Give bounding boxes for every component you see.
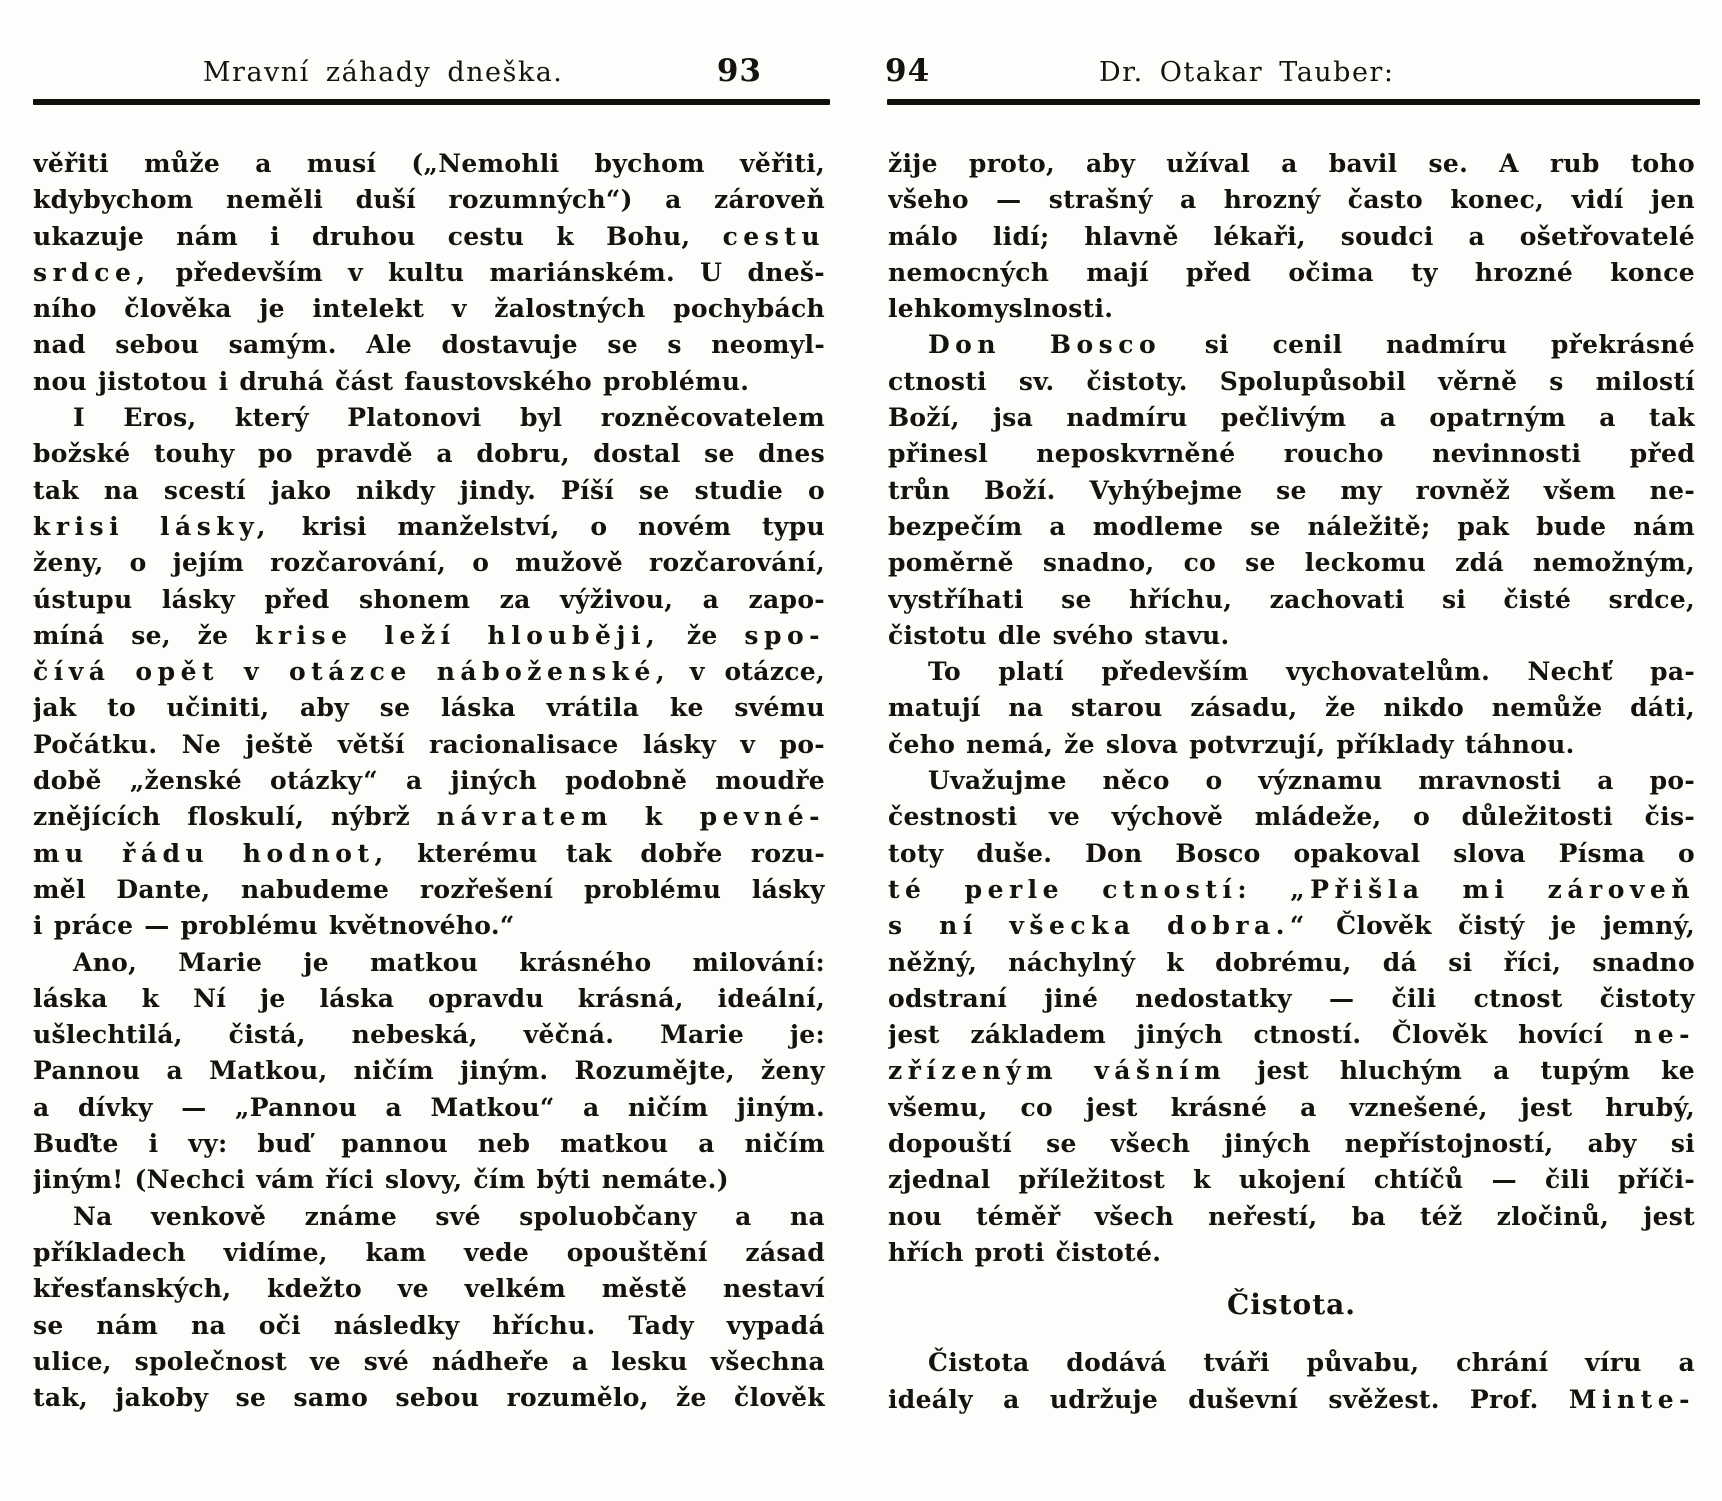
running-title-right: Dr. Otakar Tauber:	[1098, 57, 1395, 88]
text-line: příkladech vidíme, kam vede opouštění zásad	[33, 1237, 825, 1267]
text-line: křesťanských, kdežto ve velkém městě nestaví	[33, 1274, 825, 1304]
text-line: znějících floskulí, nýbrž návratem k pevné-	[33, 802, 825, 832]
text-line: odstraní jiné nedostatky — čili ctnost čistoty	[888, 983, 1695, 1013]
text-line: Ano, Marie je matkou krásného milování:	[73, 947, 825, 977]
text-line: I Eros, který Platonovi byl rozněcovatelem	[73, 403, 825, 433]
text-line	[888, 872, 1695, 908]
text-line: dopouští se všech jiných nepřístojností, aby si	[888, 1129, 1695, 1159]
text-line: ústupu lásky před shonem za výživou, a zapo-	[33, 584, 825, 614]
text-line: hřích proti čistoté.	[888, 1237, 1162, 1267]
text-line: Pannou a Matkou, ničím jiným. Rozumějte, ženy	[33, 1056, 825, 1086]
letterspaced-emphasis: cestu	[722, 221, 825, 251]
text-line: tak na scestí jako nikdy jindy. Píší se studie o	[33, 475, 825, 505]
page-body-left	[33, 146, 825, 1416]
letterspaced-emphasis: čívá opět v otázce náboženské,	[33, 657, 671, 687]
text-line: s ní všecka dobra.“ Člověk čistý je jemný,	[888, 911, 1695, 941]
letterspaced-emphasis: mu řádu hodnot,	[33, 838, 389, 868]
text-line: ulice, společnost ve své nádheře a lesku všechna	[33, 1346, 825, 1376]
text-line: čistotu dle svého stavu.	[888, 620, 1230, 650]
text-line: nemocných mají před očima ty hrozné konce	[888, 257, 1695, 287]
text-line: ženy, o jejím rozčarování, o mužově rozčarování,	[33, 548, 825, 578]
page-number-right: 94	[885, 53, 931, 89]
text-line: i práce — problému květnového.“	[33, 911, 515, 941]
header-rule-left	[33, 99, 830, 105]
text-line: vystříhati se hříchu, zachovati si čisté srdce,	[888, 584, 1695, 614]
running-title-left: Mravní záhady dneška.	[202, 57, 564, 88]
text-line: čívá opět v otázce náboženské, v otázce,	[33, 657, 825, 687]
text-line: něžný, náchylný k dobrému, dá si říci, snadno	[888, 947, 1695, 977]
letterspaced-emphasis: Minte-	[1568, 1384, 1695, 1414]
text-line: přinesl neposkvrněné roucho nevinnosti před	[888, 439, 1695, 469]
text-line: božské touhy po pravdě a dobru, dostal se dnes	[33, 439, 825, 469]
header-rule-right	[887, 99, 1700, 105]
text-line: žije proto, aby užíval a bavil se. A rub toho	[888, 149, 1695, 178]
text-line: nou jistotou i druhá část faustovského problému.	[33, 366, 750, 396]
text-line: Čistota dodává tváři půvabu, chrání víru a	[928, 1348, 1695, 1378]
text-line: toty duše. Don Bosco opakoval slova Písma o	[888, 838, 1695, 868]
section-heading: Čistota.	[1226, 1288, 1357, 1322]
letterspaced-emphasis: spo-	[744, 620, 825, 650]
letterspaced-emphasis: krise leží hlouběji,	[255, 620, 661, 650]
text-line: ideály a udržuje duševní svěžest. Prof. Minte-	[888, 1384, 1695, 1414]
text-line: jak to učiniti, aby se láska vrátila ke svému	[33, 693, 825, 723]
text-line: čeho nemá, že slova potvrzují, příklady táhnou.	[888, 729, 1575, 759]
text-line: Uvažujme něco o významu mravnosti a po-	[928, 766, 1695, 796]
text-line: ušlechtilá, čistá, nebeská, věčná. Marie je:	[33, 1020, 825, 1050]
text-line: matují na starou zásadu, že nikdo nemůže dáti,	[888, 693, 1695, 723]
text-line: bezpečím a modleme se náležitě; pak bude nám	[888, 511, 1695, 541]
text-line: Buďte i vy: buď pannou neb matkou a ničím	[33, 1129, 825, 1159]
text-line: době „ženské otázky“ a jiných podobně moudře	[33, 766, 825, 796]
text-line: nou téměř všech neřestí, ba též zločinů, jest	[888, 1201, 1695, 1231]
text-line: kdybychom neměli duší rozumných“) a zároveň	[33, 185, 825, 215]
page-94	[861, 0, 1722, 1501]
letterspaced-emphasis: Don Bosco	[928, 330, 1162, 360]
text-line: jest základem jiných ctností. Člověk hovící ne-	[888, 1020, 1695, 1050]
text-line: měl Dante, nabudeme rozřešení problému lásky	[33, 874, 825, 904]
text-line: tak, jakoby se samo sebou rozumělo, že člověk	[33, 1383, 825, 1413]
page-body-right	[888, 146, 1695, 1418]
text-line: se nám na oči následky hříchu. Tady vypadá	[33, 1310, 825, 1340]
text-line: málo lidí; hlavně lékaři, soudci a ošetřovatelé	[888, 221, 1695, 251]
text-line: zjednal příležitost k ukojení chtíčů — čili příči-	[888, 1165, 1695, 1195]
letterspaced-emphasis: srdce,	[33, 257, 151, 287]
text-line: a dívky — „Pannou a Matkou“ a ničím jiným.	[33, 1092, 825, 1122]
text-line: lehkomyslnosti.	[888, 294, 1114, 324]
text-line: mu řádu hodnot, kterému tak dobře rozu-	[33, 838, 825, 868]
letterspaced-emphasis: návratem k pevné-	[436, 802, 825, 832]
text-line: Don Bosco si cenil nadmíru překrásné	[928, 330, 1695, 360]
letterspaced-emphasis: ne-	[1634, 1020, 1695, 1050]
text-line: srdce, především v kultu mariánském. U dneš-	[33, 257, 825, 287]
text-line: čestnosti ve výchově mládeže, o důležitosti čis-	[888, 802, 1695, 832]
text-line: ního člověka je intelekt v žalostných pochybách	[33, 294, 825, 324]
text-line: trůn Boží. Vyhýbejme se my rovněž všem ne-	[888, 475, 1695, 505]
text-line: jiným! (Nechci vám říci slovy, čím býti nemáte.)	[33, 1165, 729, 1195]
text-line: všeho — strašný a hrozný často konec, vidí jen	[888, 185, 1695, 215]
text-line: Na venkově známe své spoluobčany a na	[73, 1201, 825, 1231]
page-number-left: 93	[716, 53, 762, 89]
text-line: ctnosti sv. čistoty. Spolupůsobil věrně s milostí	[888, 366, 1695, 396]
text-line: věřiti může a musí („Nemohli bychom věřiti,	[33, 149, 825, 178]
text-line: zřízeným vášním jest hluchým a tupým ke	[888, 1056, 1695, 1086]
text-line: míná se, že krise leží hlouběji, že spo-	[33, 620, 825, 650]
letterspaced-emphasis: zřízeným vášním	[888, 1056, 1227, 1086]
letterspaced-emphasis: té perle ctností: „Přišla mi zároveň	[888, 874, 1695, 904]
letterspaced-emphasis: s ní všecka dobra.“	[888, 911, 1310, 941]
text-line: láska k Ní je láska opravdu krásná, ideální,	[33, 983, 825, 1013]
text-line: Boží, jsa nadmíru pečlivým a opatrným a tak	[888, 403, 1695, 433]
letterspaced-emphasis: krisi lásky,	[33, 511, 271, 541]
text-line: Počátku. Ne ještě větší racionalisace lásky v po-	[33, 729, 825, 759]
text-line: poměrně snadno, co se leckomu zdá nemožným,	[888, 548, 1695, 578]
text-line: všemu, co jest krásné a vznešené, jest hrubý,	[888, 1092, 1695, 1122]
text-line: ukazuje nám i druhou cestu k Bohu, cestu	[33, 221, 825, 251]
text-line: nad sebou samým. Ale dostavuje se s neomyl-	[33, 330, 825, 360]
text-line: krisi lásky, krisi manželství, o novém typu	[33, 511, 825, 541]
text-line: To platí především vychovatelům. Nechť pa-	[928, 657, 1695, 687]
